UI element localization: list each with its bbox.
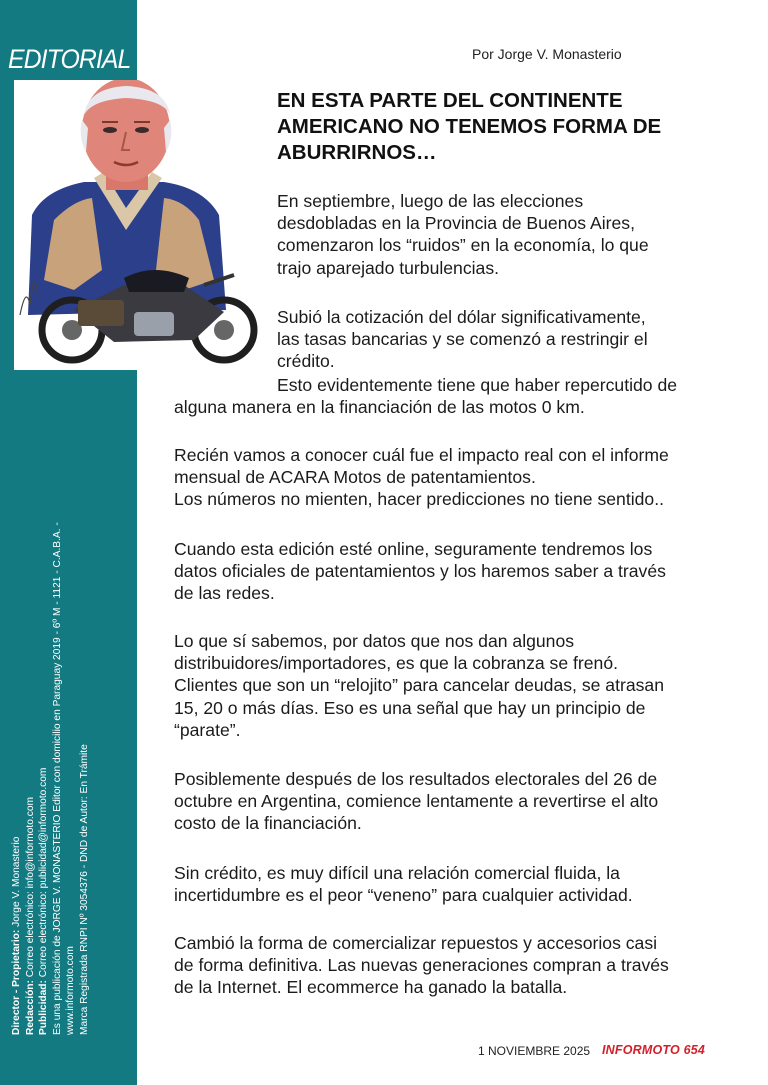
paragraph-3: Esto evidentemente tiene que haber repercutido de alguna manera en la financiación de las motos 0 km. — [174, 375, 678, 418]
paragraph-4: Recién vamos a conocer cuál fue el impacto real con el informe mensual de ACARA Motos de patentamientos. Los números no mienten, hacer predicciones no tiene sentido.. — [174, 445, 669, 510]
paragraph-8: Sin crédito, es muy difícil una relación comercial fluida, la incertidumbre es el peor “veneno” para cualquier actividad. — [174, 863, 633, 906]
masthead-registry: Marca Registrada RNPI Nº 3054376 - DND de Autor: En Trámite — [78, 744, 90, 1035]
paragraph-9: Cambió la forma de comercializar repuestos y accesorios casi de forma definitiva. Las nuevas generaciones compran a través de la Internet. El ecommerce ha ganado la batalla. — [174, 933, 669, 998]
section-label: EDITORIAL — [8, 44, 131, 74]
issue-date: 1 NOVIEMBRE 2025 — [478, 1044, 591, 1058]
paragraph-6: Lo que sí sabemos, por datos que nos dan algunos distribuidores/importadores, es que la cobranza se frenó. Clientes que son un “relojito” para cancelar deudas, se atrasan 15, 20 o más días. Eso es una señal que hay un principio de “parate”. — [174, 631, 664, 740]
paragraph-1: En septiembre, luego de las elecciones desdobladas en la Provincia de Buenos Aires, comenzaron los “ruidos” en la economía, lo que trajo aparejado turbulencias. — [277, 191, 649, 278]
masthead-website[interactable]: www.informoto.com — [65, 946, 77, 1035]
paragraph-2: Subió la cotización del dólar significativamente, las tasas bancarias y se comenzó a restringir el crédito. — [277, 307, 648, 372]
magazine-brand: INFORMOTO 654 — [602, 1043, 706, 1057]
masthead-publication-line: Es una publicación de JORGE V. MONASTERIO Editor con domicilio en Paraguay 2019 - 6º M - 1121 - C.A.B.A. - — [51, 522, 63, 1035]
paragraph-5: Cuando esta edición esté online, seguramente tendremos los datos oficiales de patentamientos y los haremos saber a través de las redes. — [174, 539, 666, 604]
author-byline: Por Jorge V. Monasterio — [472, 46, 622, 62]
masthead-redaccion: Redacción: Correo electrónico: info@informoto.com — [24, 797, 36, 1035]
paragraph-7: Posiblemente después de los resultados electorales del 26 de octubre en Argentina, comience lentamente a revertirse el alto costo de la financiación. — [174, 769, 659, 834]
masthead-publicidad: Publicidad: Correo electrónico: publicidad@informoto.com — [38, 767, 50, 1035]
article-headline: EN ESTA PARTE DEL CONTINENTE AMERICANO NO TENEMOS FORMA DE ABURRIRNOS… — [277, 89, 662, 164]
masthead-director: Director - Propietario: Jorge V. Monasterio — [11, 836, 22, 1035]
author-caricature-illustration — [14, 80, 272, 370]
